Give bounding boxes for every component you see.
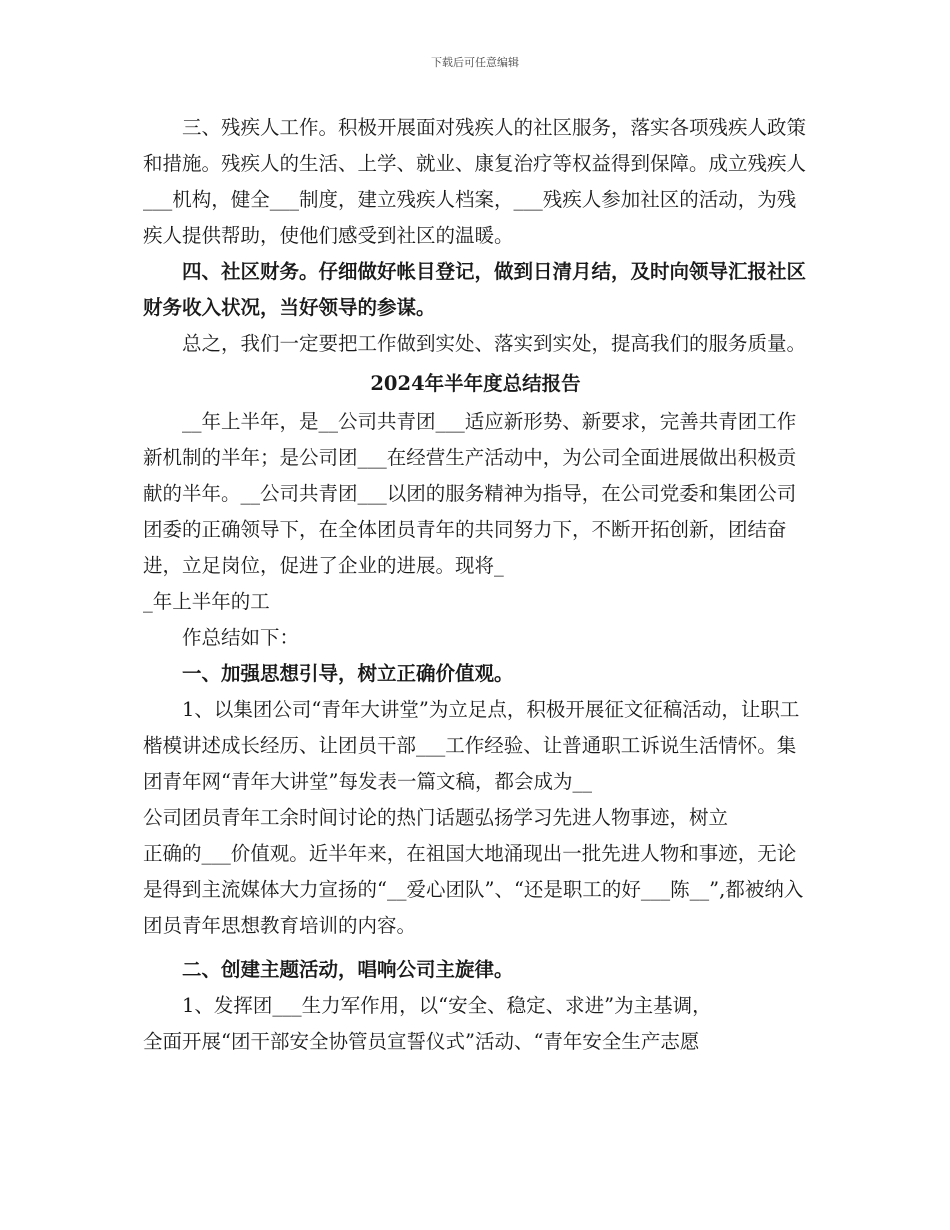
- paragraph-intro-continued: _年上半年的工: [143, 590, 270, 613]
- paragraph-summary: 总之，我们一定要把工作做到实处、落实到实处，提高我们的服务质量。: [182, 332, 807, 355]
- paragraph-summary-lead: 作总结如下：: [182, 626, 300, 649]
- paragraph-item-2-1-cont: 全面开展“团干部安全协管员宣誓仪式”活动、“青年安全生产志愿: [143, 1030, 700, 1053]
- paragraph-item-1-1-cont-b: 正确的___价值观。近半年来，在祖国大地涌现出一批先进人物和事迹，无论是得到主流媒体大力宣扬的“__爱心团队”、“还是职工的好___陈__”,都被纳入团员青年思想教育培训的内容。: [143, 842, 804, 937]
- paragraph-community-finance: 四、社区财务。仔细做好帐目登记，做到日清月结，及时向领导汇报社区财务收入状况，当好领导的参谋。: [143, 260, 807, 319]
- page-header: 下载后可任意编辑: [431, 56, 519, 69]
- paragraph-disabled-work: 三、残疾人工作。积极开展面对残疾人的社区服务，落实各项残疾人政策和措施。残疾人的生活、上学、就业、康复治疗等权益得到保障。成立残疾人___机构，健全___制度，建立残疾人档案，___残疾人参加社区的活动，为残疾人提供帮助，使他们感受到社区的温暖。: [143, 116, 807, 247]
- paragraph-item-1-1-cont-a: 公司团员青年工余时间讨论的热门话题弘扬学习先进人物事迹，树立: [143, 806, 729, 829]
- paragraph-item-1-1: 1、以集团公司“青年大讲堂”为立足点，积极开展征文征稿活动，让职工楷模讲述成长经历、让团员干部___工作经验、让普通职工诉说生活情怀。集团青年网“青年大讲堂”每发表一篇文稿，都会成为__: [143, 698, 800, 793]
- section-heading-1: 一、加强思想引导，树立正确价值观。: [182, 662, 514, 685]
- section-heading-2: 二、创建主题活动，唱响公司主旋律。: [182, 958, 514, 981]
- report-title: 2024年半年度总结报告: [370, 372, 581, 395]
- paragraph-intro: __年上半年，是__公司共青团___适应新形势、新要求，完善共青团工作新机制的半年；是公司团___在经营生产活动中，为公司全面进展做出积极贡献的半年。__公司共青团___以团的服务精神为指导，在公司党委和集团公司团委的正确领导下，在全体团员青年的共同努力下，不断开拓创新，团结奋进，立足岗位，促进了企业的进展。现将_: [143, 410, 797, 577]
- document-body: [143, 110, 808, 1060]
- paragraph-item-2-1: 1、发挥团___生力军作用，以“安全、稳定、求进”为主基调，: [182, 994, 712, 1017]
